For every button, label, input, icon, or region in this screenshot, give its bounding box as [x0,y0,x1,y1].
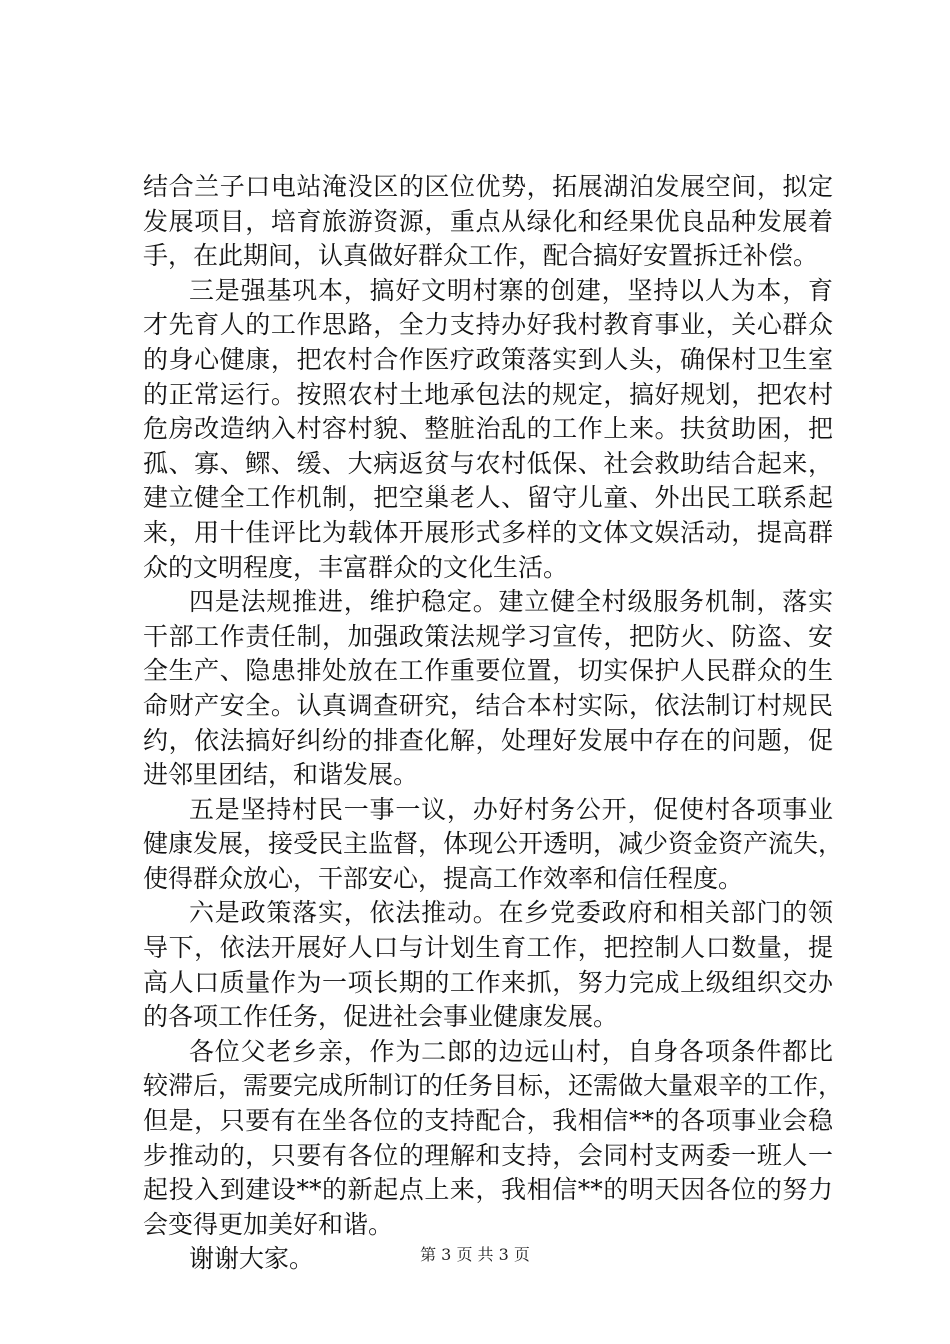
text-line: 三是强基巩本，搞好文明村寨的创建，坚持以人为本，育 [189,275,833,305]
text-line: 进邻里团结，和谐发展。 [143,760,419,790]
text-line: 干部工作责任制，加强政策法规学习宣传，把防火、防盗、安 [143,621,833,651]
text-line: 发展项目，培育旅游资源，重点从绿化和经果优良品种发展着 [143,206,833,236]
paragraph-continuation [143,170,833,274]
paragraph-closing-remarks [143,1035,844,1243]
text-line: 四是法规推进，维护稳定。建立健全村级服务机制，落实 [189,587,833,617]
text-line: 五是坚持村民一事一议，办好村务公开，促使村各项事业 [189,794,833,824]
text-line: 约，依法搞好纠纷的排查化解，处理好发展中存在的问题，促 [143,725,833,755]
text-line: 较滞后，需要完成所制订的任务目标，还需做大量艰辛的工作， [143,1071,844,1101]
text-line: 但是，只要有在坐各位的支持配合，我相信**的各项事业会稳 [143,1106,833,1136]
paragraph-item-four [143,585,833,793]
text-line: 命财产安全。认真调查研究，结合本村实际，依法制订村规民 [143,690,833,720]
page-number-footer: 第 3 页 共 3 页 [420,1245,530,1264]
text-line: 使得群众放心，干部安心，提高工作效率和信任程度。 [143,863,744,893]
text-line: 的正常运行。按照农村土地承包法的规定，搞好规划，把农村 [143,379,833,409]
text-line: 孤、寡、鳏、缓、大病返贫与农村低保、社会救助结合起来， [143,448,833,478]
document-body [143,170,844,1277]
paragraph-item-five [143,793,844,897]
text-line: 的身心健康，把农村合作医疗政策落实到人头，确保村卫生室 [143,344,833,374]
text-line: 六是政策落实，依法推动。在乡党委政府和相关部门的领 [189,898,833,928]
text-line: 建立健全工作机制，把空巢老人、留守儿童、外出民工联系起 [143,483,833,513]
text-line: 的各项工作任务，促进社会事业健康发展。 [143,1002,619,1032]
text-line: 高人口质量作为一项长期的工作来抓，努力完成上级组织交办 [143,967,833,997]
text-line: 才先育人的工作思路，全力支持办好我村教育事业，关心群众 [143,310,833,340]
text-line: 步推动的，只要有各位的理解和支持，会同村支两委一班人一 [143,1140,833,1170]
text-line: 各位父老乡亲，作为二郎的边远山村，自身各项条件都比 [189,1036,833,1066]
paragraph-item-six [143,896,833,1034]
paragraph-item-three [143,274,833,585]
text-line: 导下，依法开展好人口与计划生育工作，把控制人口数量，提 [143,933,833,963]
text-line: 众的文明程度，丰富群众的文化生活。 [143,552,569,582]
text-line: 来，用十佳评比为载体开展形式多样的文体文娱活动，提高群 [143,517,833,547]
text-line: 危房改造纳入村容村貌、整脏治乱的工作上来。扶贫助困，把 [143,414,833,444]
text-line: 手，在此期间，认真做好群众工作，配合搞好安置拆迁补偿。 [143,241,819,271]
text-line: 结合兰子口电站淹没区的区位优势，拓展湖泊发展空间，拟定 [143,172,833,201]
text-line: 会变得更加美好和谐。 [143,1209,394,1239]
text-line: 起投入到建设**的新起点上来，我相信**的明天因各位的努力 [143,1175,833,1205]
text-line: 全生产、隐患排处放在工作重要位置，切实保护人民群众的生 [143,656,833,686]
text-line: 谢谢大家。 [189,1244,315,1274]
text-line: 健康发展，接受民主监督，体现公开透明，减少资金资产流失， [143,829,844,859]
